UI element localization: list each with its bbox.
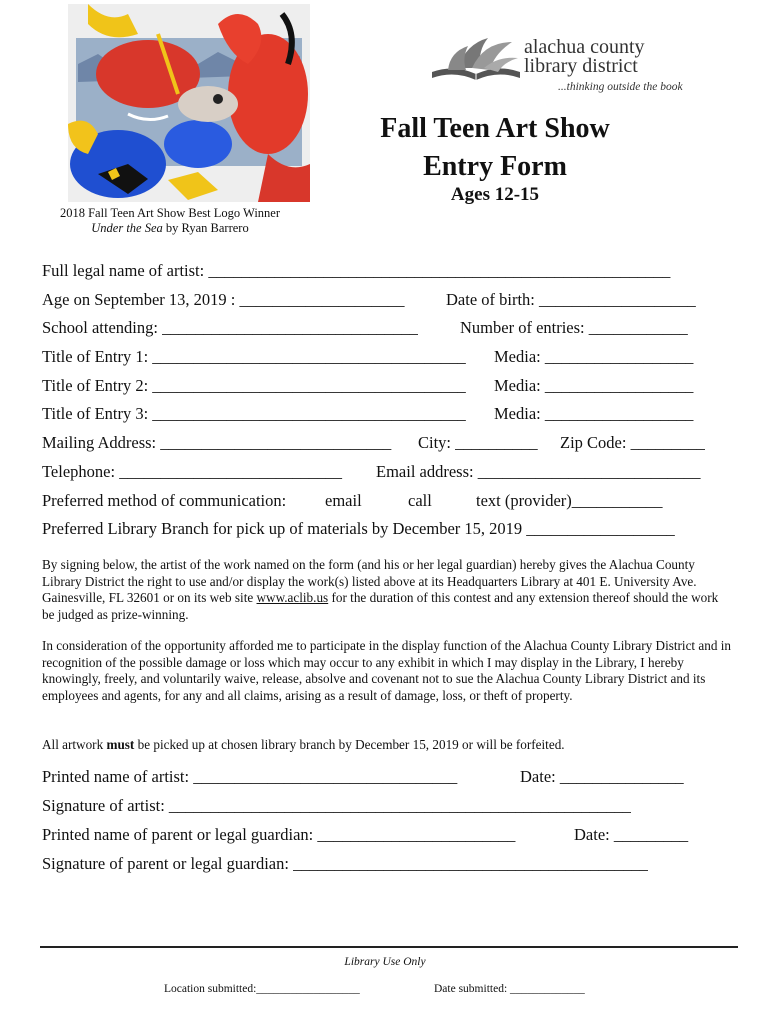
preferred-method-label: Preferred method of communication: <box>42 490 287 510</box>
option-call[interactable]: call <box>408 490 432 510</box>
printed-artist-name-field[interactable]: Printed name of artist: ________________________________ <box>42 767 458 786</box>
entry-form-fields <box>42 258 742 545</box>
guardian-signature-field[interactable]: Signature of parent or legal guardian: ___________________________________________ <box>42 854 648 873</box>
location-submitted-field[interactable]: Location submitted:__________________ <box>164 983 360 995</box>
library-logo <box>428 30 728 100</box>
option-text[interactable]: text (provider)___________ <box>476 490 663 510</box>
title-line-2: Entry Form <box>423 151 567 182</box>
artwork-image <box>68 4 310 202</box>
guardian-date-field[interactable]: Date: _________ <box>574 825 689 844</box>
mailing-address-field[interactable]: Mailing Address: ____________________________ <box>42 433 392 453</box>
pickup-notice-start: All artwork <box>42 737 107 752</box>
logo-tagline: ...thinking outside the book <box>558 81 683 93</box>
age-field[interactable]: Age on September 13, 2019 : ____________________ <box>42 289 405 309</box>
usage-rights-paragraph <box>42 557 732 623</box>
pickup-emphasis: must <box>106 737 135 752</box>
printed-guardian-name-field[interactable]: Printed name of parent or legal guardian: ________________________ <box>42 825 516 844</box>
under-the-sea-artwork <box>68 4 310 202</box>
artist-signature-field[interactable]: Signature of artist: ________________________________________________________ <box>42 796 631 815</box>
signature-section <box>42 764 742 880</box>
pickup-notice <box>42 737 732 754</box>
email-address-field[interactable]: Email address: ___________________________ <box>376 461 701 481</box>
logo-line-2: library district <box>524 55 638 77</box>
artist-name-field[interactable]: Full legal name of artist: ________________________________________________________ <box>42 261 671 280</box>
divider-line <box>40 946 738 948</box>
caption-artwork-title: Under the Sea <box>91 221 163 235</box>
artwork-caption <box>20 206 320 236</box>
artist-date-field[interactable]: Date: _______________ <box>520 767 684 786</box>
title-line-1: Fall Teen Art Show <box>380 113 610 144</box>
zip-code-field[interactable]: Zip Code: _________ <box>560 433 705 453</box>
form-title <box>340 110 650 186</box>
entry-2-title-field[interactable]: Title of Entry 2: ______________________________________ <box>42 375 466 395</box>
entry-1-media-field[interactable]: Media: __________________ <box>494 347 694 367</box>
usage-rights-text: By signing below, the artist of the work named on the form (and his or her legal guardian) hereby gives the Alachua County Library District the right to use and/or display the work(s) listed above at its Headquarters Library at 401 E. University Ave. Gainesville, FL 32601 or on its web site <box>42 557 697 605</box>
preferred-branch-field[interactable]: Preferred Library Branch for pick up of materials by December 15, 2019 __________________ <box>42 519 675 539</box>
entry-2-media-field[interactable]: Media: __________________ <box>494 375 694 395</box>
usage-rights-text-end: for the duration of this contest and any extension thereof should the work be judged as prize-winning. <box>42 590 719 622</box>
open-book-icon <box>428 34 524 84</box>
entry-1-title-field[interactable]: Title of Entry 1: ______________________________________ <box>42 347 466 367</box>
date-submitted-field[interactable]: Date submitted: _____________ <box>434 983 585 995</box>
option-email[interactable]: email <box>325 490 362 510</box>
library-use-only-label: Library Use Only <box>344 956 426 968</box>
date-of-birth-field[interactable]: Date of birth: ___________________ <box>446 289 696 309</box>
school-field[interactable]: School attending: _______________________________ <box>42 318 418 338</box>
pickup-notice-end: be picked up at chosen library branch by December 15, 2019 or will be forfeited. <box>134 737 565 752</box>
entry-3-media-field[interactable]: Media: __________________ <box>494 404 694 424</box>
telephone-field[interactable]: Telephone: ___________________________ <box>42 461 342 481</box>
caption-artist: by Ryan Barrero <box>162 221 249 235</box>
entry-3-title-field[interactable]: Title of Entry 3: ______________________________________ <box>42 404 466 424</box>
logo-line-1: alachua county <box>524 36 645 58</box>
age-range: Ages 12-15 <box>450 184 540 205</box>
number-of-entries-field[interactable]: Number of entries: ____________ <box>460 318 688 338</box>
caption-line-1: 2018 Fall Teen Art Show Best Logo Winner <box>59 206 281 220</box>
waiver-paragraph: In consideration of the opportunity afforded me to participate in the display function of the Alachua County Library District and in recognition of the possible damage or loss which may occur to any exhibit in which I may display in the Library, I hereby knowingly, freely, and voluntarily waive, release, absolve and covenant not to sue the Alachua County Library District and its employees and agents, for any and all claims, arising as a result of damage, loss, or theft of property. <box>42 638 731 703</box>
website-link[interactable]: www.aclib.us <box>256 590 329 605</box>
city-field[interactable]: City: __________ <box>418 433 538 453</box>
